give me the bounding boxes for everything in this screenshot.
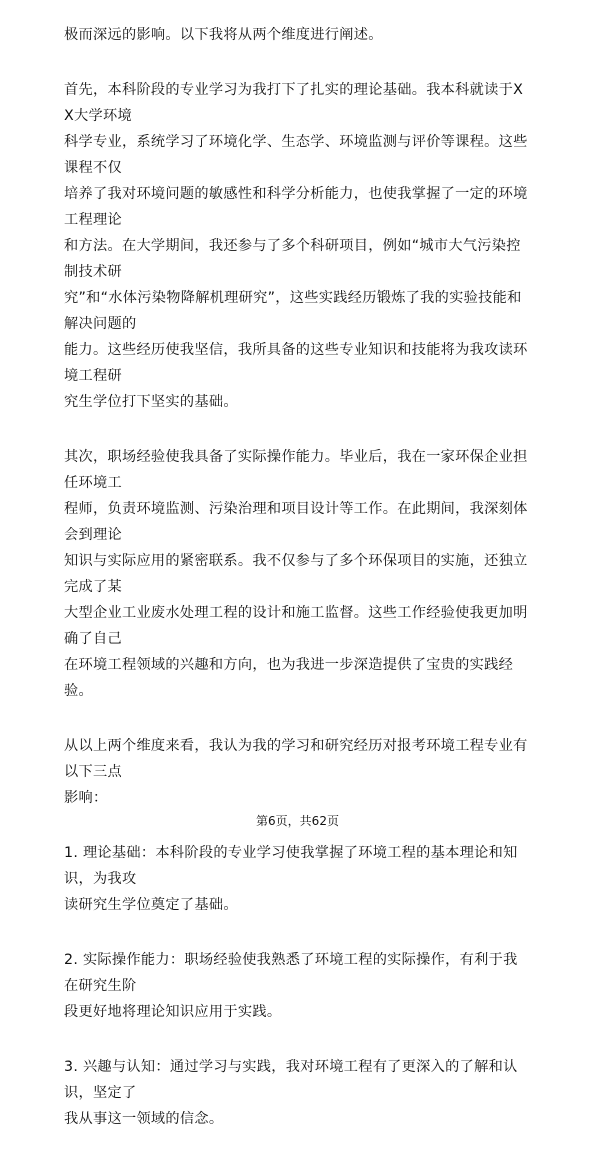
- list-item-practice: 2. 实际操作能力：职场经验使我熟悉了环境工程的实际操作，有利于我在研究生阶 段更好地将理论知识应用于实践。: [64, 952, 518, 1020]
- paragraph-work-experience: 其次，职场经验使我具备了实际操作能力。毕业后，我在一家环保企业担任环境工 程师，负责环境监测、污染治理和项目设计等工作。在此期间，我深刻体会到理论 知识与实际应用的紧密联系。我不仅参与了多个环保项目的实施，还独立完成了某 大型企业工业废水处理工程的设计和施工监督。这些工作经验使我更加明确了自己 在环境工程领域的兴趣和方向，也为我进一步深造提供了宝贵的实践经验。: [64, 449, 528, 699]
- paragraph-intro-tail: 极而深远的影响。以下我将从两个维度进行阐述。: [64, 27, 383, 43]
- list-item-theory: 1. 理论基础：本科阶段的专业学习使我掌握了环境工程的基本理论和知识，为我攻 读研究生学位奠定了基础。: [64, 845, 518, 913]
- paragraph-academic-foundation: 首先，本科阶段的专业学习为我打下了扎实的理论基础。我本科就读于XX大学环境 科学专业，系统学习了环境化学、生态学、环境监测与评价等课程。这些课程不仅 培养了我对环境问题的敏感性和科学分析能力，也使我掌握了一定的环境工程理论 和方法。在大学期间，我还参与了多个科研项目，例如“城市大气污染控制技术研 究”和“水体污染物降解机理研究”，这些实践经历锻炼了我的实验技能和解决问题的 能力。这些经历使我坚信，我所具备的这些专业知识和技能将为我攻读环境工程研 究生学位打下坚实的基础。: [64, 82, 528, 410]
- page-number-footer: 第6页，共62页: [256, 814, 339, 828]
- list-item-interest: 3. 兴趣与认知：通过学习与实践，我对环境工程有了更深入的了解和认识，坚定了 我从事这一领域的信念。: [64, 1059, 518, 1127]
- paragraph-summary: 从以上两个维度来看，我认为我的学习和研究经历对报考环境工程专业有以下三点 影响：: [64, 738, 528, 806]
- document-body: [64, 22, 532, 1161]
